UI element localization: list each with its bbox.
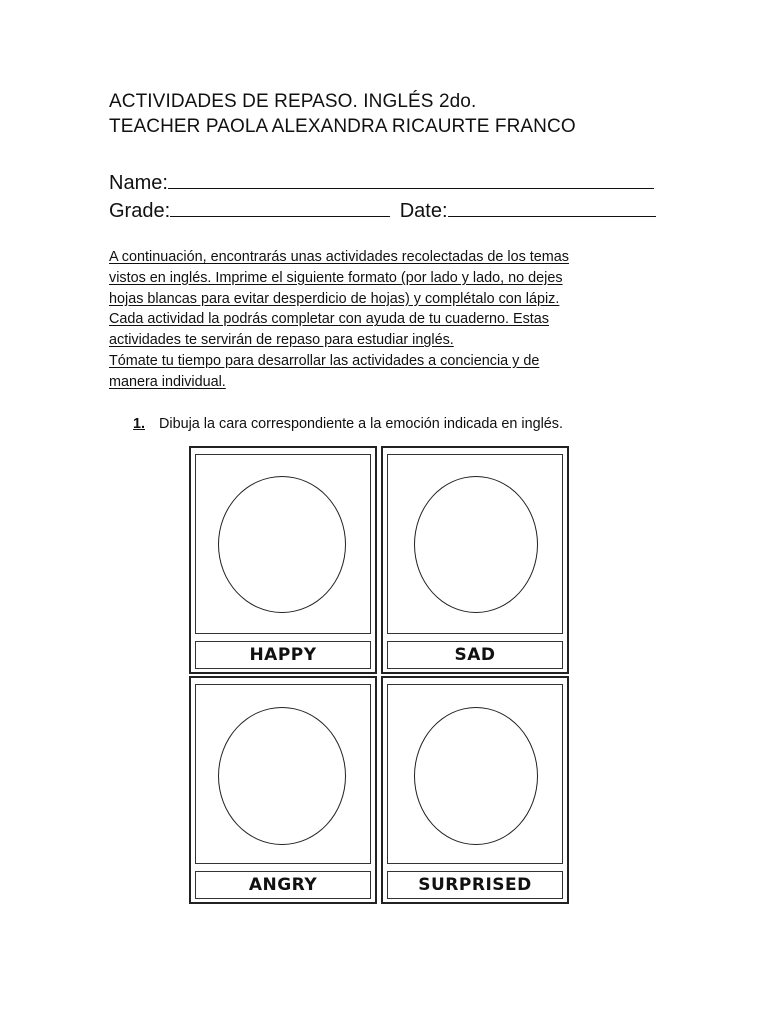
face-circle-outline — [218, 476, 346, 613]
grade-blank[interactable] — [170, 198, 390, 217]
drawing-area[interactable] — [387, 684, 563, 864]
name-blank[interactable] — [168, 170, 654, 189]
instructions-paragraph — [109, 247, 639, 393]
instructions-line: A continuación, encontrarás unas actividades recolectadas de los temas — [109, 249, 569, 265]
emotion-card-happy — [189, 446, 377, 674]
grade-date-row — [109, 198, 656, 224]
instructions-line: manera individual. — [109, 373, 226, 390]
emotion-label: SURPRISED — [387, 871, 563, 899]
face-circle-outline — [414, 476, 538, 613]
drawing-area[interactable] — [387, 454, 563, 634]
drawing-area[interactable] — [195, 454, 371, 634]
teacher-name: TEACHER PAOLA ALEXANDRA RICAURTE FRANCO — [109, 116, 576, 137]
name-row — [109, 170, 654, 196]
date-label: Date: — [399, 200, 448, 222]
instructions-line: actividades te servirán de repaso para estudiar inglés. — [109, 332, 454, 349]
face-circle-outline — [218, 707, 346, 845]
name-label: Name: — [109, 172, 168, 194]
emotion-label: HAPPY — [195, 641, 371, 669]
grade-label: Grade: — [109, 200, 171, 222]
emotion-label: SAD — [387, 641, 563, 669]
face-circle-outline — [414, 707, 538, 845]
emotion-label: ANGRY — [195, 871, 371, 899]
emotion-card-angry — [189, 676, 377, 904]
instructions-line: Cada actividad la podrás completar con ayuda de tu cuaderno. Estas — [109, 311, 549, 328]
instructions-line: Tómate tu tiempo para desarrollar las actividades a conciencia y de — [109, 352, 540, 369]
emotion-card-surprised — [381, 676, 569, 904]
emotion-card-sad — [381, 446, 569, 674]
instructions-line: vistos en inglés. Imprime el siguiente formato (por lado y lado, no dejes — [109, 269, 563, 286]
question-text: Dibuja la cara correspondiente a la emoción indicada en inglés. — [159, 416, 563, 432]
question-number: 1. — [133, 416, 146, 432]
question-1 — [133, 414, 563, 434]
drawing-area[interactable] — [195, 684, 371, 864]
worksheet-title: ACTIVIDADES DE REPASO. INGLÉS 2do. — [109, 91, 477, 112]
instructions-line: hojas blancas para evitar desperdicio de hojas) y complétalo con lápiz. — [109, 290, 560, 307]
date-blank[interactable] — [448, 198, 656, 217]
